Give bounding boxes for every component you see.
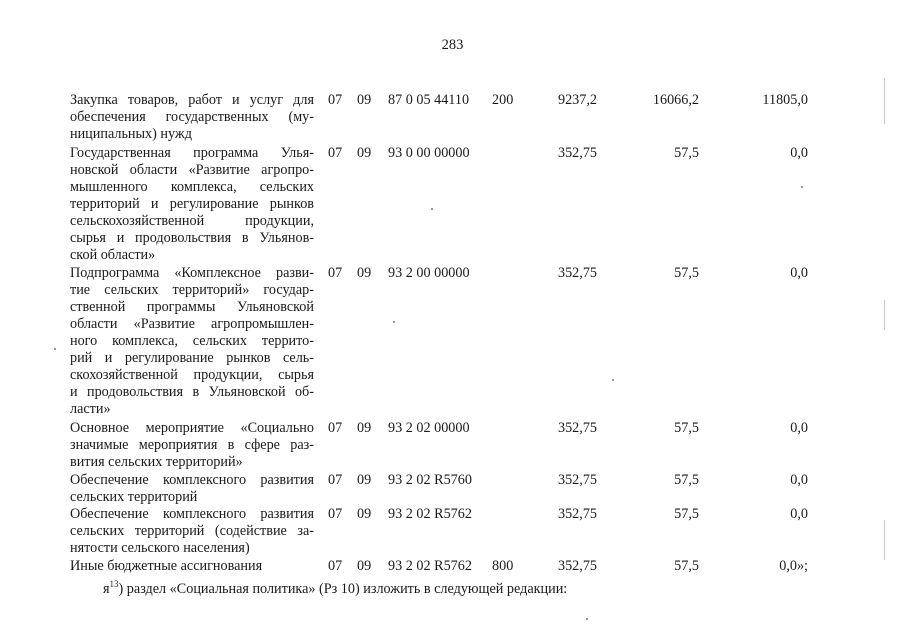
row-pr: 09: [357, 472, 372, 488]
row-name-line: Обеспечение комплексного развития: [70, 506, 314, 522]
row-rz: 07: [328, 472, 343, 488]
footer-text: ) раздел «Социальная политика» (Рз 10) изложить в следующей редакции:: [118, 581, 568, 597]
row-value-3: 11805,0: [762, 92, 808, 108]
row-value-3: 0,0: [790, 420, 808, 436]
row-rz: 07: [328, 145, 343, 161]
scan-speck: [431, 208, 433, 210]
row-value-1: 352,75: [557, 145, 597, 161]
row-vr: 800: [492, 558, 514, 574]
row-value-2: 57,5: [674, 265, 699, 281]
row-name: [70, 265, 314, 418]
row-pr: 09: [357, 145, 372, 161]
row-name-line: территорий и регулирование рынков: [70, 196, 314, 212]
scan-edge-mark: [884, 78, 885, 124]
page-number: 283: [441, 37, 464, 53]
row-value-2: 57,5: [674, 472, 699, 488]
row-name-line: Подпрограмма «Комплексное разви-: [70, 265, 314, 281]
row-name-line: Закупка товаров, работ и услуг для: [70, 92, 314, 108]
row-value-2: 57,5: [674, 145, 699, 161]
row-csr: 87 0 05 44110: [388, 92, 470, 108]
row-rz: 07: [328, 265, 343, 281]
scan-speck: [612, 379, 614, 381]
row-csr: 93 2 02 R5760: [388, 472, 472, 488]
scan-edge-mark: [884, 520, 885, 560]
row-rz: 07: [328, 420, 343, 436]
row-csr: 93 2 02 R5762: [388, 506, 472, 522]
row-name-line: Обеспечение комплексного развития: [70, 472, 314, 488]
row-name-line: нятости сельского населения): [70, 540, 250, 556]
row-pr: 09: [357, 558, 372, 574]
row-name-line: вития сельских территорий»: [70, 454, 243, 470]
row-name-line: тие сельских территорий» государ-: [70, 282, 314, 298]
row-name-line: Иные бюджетные ассигнования: [70, 558, 263, 574]
row-pr: 09: [357, 265, 372, 281]
row-rz: 07: [328, 558, 343, 574]
row-pr: 09: [357, 92, 372, 108]
row-value-1: 352,75: [557, 558, 597, 574]
row-name-line: сырья и продовольствия в Ульянов-: [70, 230, 314, 246]
row-name-line: мышленного комплекса, сельских: [70, 179, 314, 195]
row-name-line: рий и регулирование рынков сель-: [70, 350, 314, 366]
row-value-3: 0,0: [790, 506, 808, 522]
footer-prefix: я: [103, 581, 110, 597]
row-name-line: Основное мероприятие «Социально: [70, 420, 314, 436]
row-name-line: новской области «Развитие агропро-: [70, 162, 314, 178]
row-csr: 93 0 00 00000: [388, 145, 470, 161]
row-csr: 93 2 00 00000: [388, 265, 470, 281]
row-value-3: 0,0: [790, 265, 808, 281]
row-rz: 07: [328, 92, 343, 108]
row-value-2: 57,5: [674, 420, 699, 436]
row-name-line: ниципальных) нужд: [70, 126, 192, 142]
row-pr: 09: [357, 506, 372, 522]
row-name-line: ного комплекса, сельских террито-: [70, 333, 314, 349]
row-csr: 93 2 02 R5762: [388, 558, 472, 574]
row-value-1: 9237,2: [557, 92, 597, 108]
row-name: [70, 558, 314, 575]
row-name-line: обеспечения государственных (му-: [70, 109, 314, 125]
row-value-1: 352,75: [557, 506, 597, 522]
row-value-2: 57,5: [674, 558, 699, 574]
row-value-2: 57,5: [674, 506, 699, 522]
row-value-3: 0,0»;: [779, 558, 808, 574]
row-name-line: области «Развитие агропромышлен-: [70, 316, 314, 332]
row-name-line: ласти»: [70, 401, 111, 417]
row-name-line: Государственная программа Улья-: [70, 145, 314, 161]
row-pr: 09: [357, 420, 372, 436]
row-vr: 200: [492, 92, 514, 108]
section-amendment-text: [103, 581, 567, 598]
row-name-line: сельскохозяйственной продукции,: [70, 213, 314, 229]
scan-speck: [54, 348, 56, 350]
row-rz: 07: [328, 506, 343, 522]
row-name-line: сельских территорий (содействие за-: [70, 523, 314, 539]
row-name-line: ственной программы Ульяновской: [70, 299, 314, 315]
row-value-2: 16066,2: [652, 92, 699, 108]
row-value-1: 352,75: [557, 472, 597, 488]
row-name: [70, 506, 314, 557]
row-name-line: сельских территорий: [70, 489, 198, 505]
row-value-3: 0,0: [790, 145, 808, 161]
row-value-1: 352,75: [557, 265, 597, 281]
row-name: [70, 145, 314, 264]
row-name: [70, 420, 314, 471]
scan-edge-mark: [884, 300, 885, 330]
row-name: [70, 92, 314, 143]
row-name-line: ской области»: [70, 247, 156, 263]
row-value-1: 352,75: [557, 420, 597, 436]
row-value-3: 0,0: [790, 472, 808, 488]
scan-speck: [393, 321, 395, 323]
row-name: [70, 472, 314, 506]
row-name-line: скохозяйственной продукции, сырья: [70, 367, 314, 383]
row-csr: 93 2 02 00000: [388, 420, 470, 436]
scan-speck: [586, 618, 588, 620]
row-name-line: значимые мероприятия в сфере раз-: [70, 437, 314, 453]
footnote-number: 13: [109, 579, 119, 589]
row-name-line: и продовольствия в Ульяновской об-: [70, 384, 314, 400]
scan-speck: [801, 186, 803, 188]
